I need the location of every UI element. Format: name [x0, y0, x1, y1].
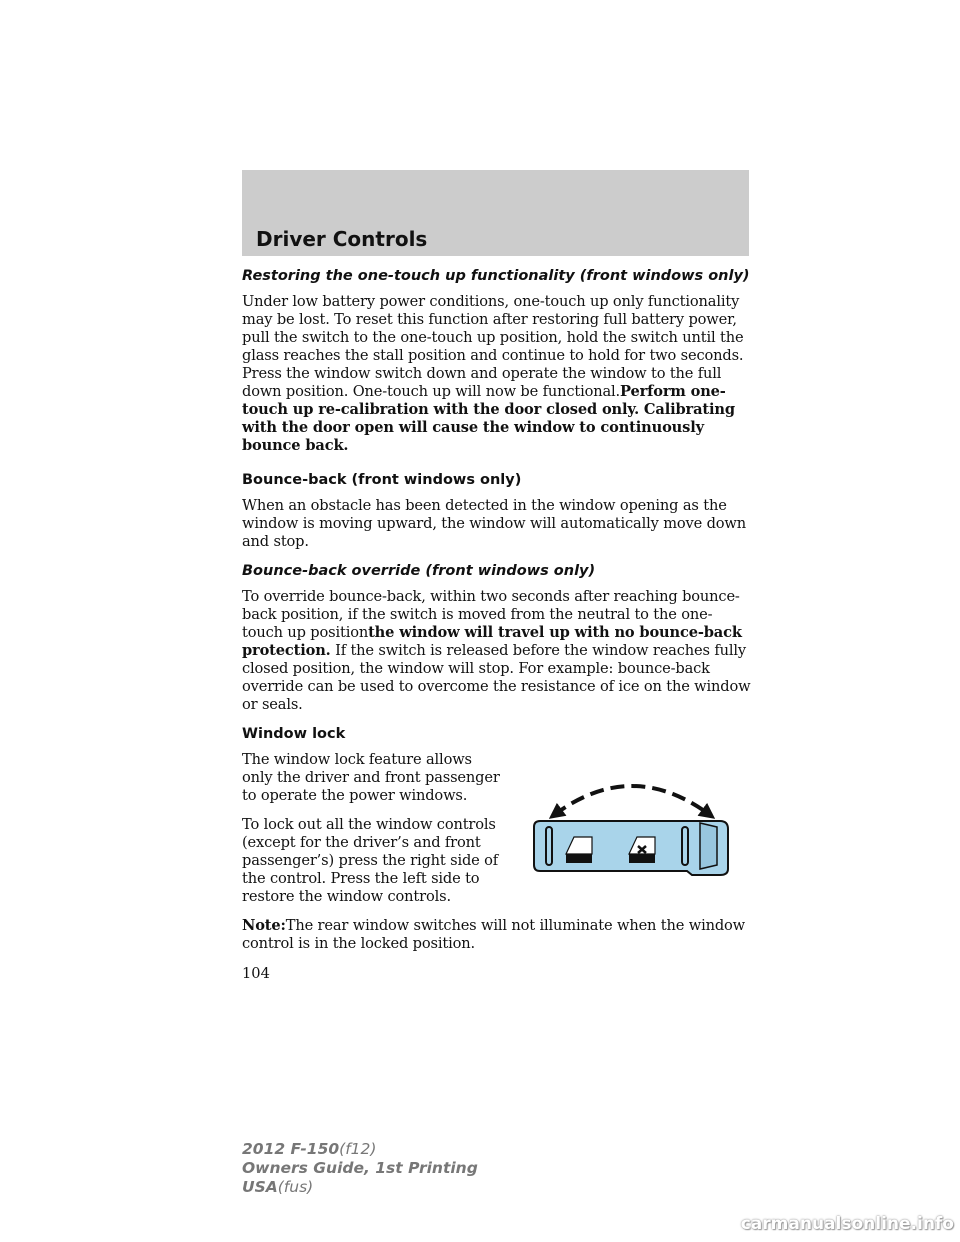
switch-left-ridge	[546, 827, 552, 865]
arc-arrow	[554, 786, 710, 815]
restore-text: Under low battery power conditions, one-touch up only functionality may be lost. To reset this function after restoring full battery power, pull the switch to the one-touch up position, hold the switch until the glass reaches the stall position and continue to hold for two seconds. Press the window switch down and operate the window to the full down position. One-touch up will now be functional.	[242, 293, 744, 400]
window-lock-text	[242, 751, 504, 906]
restore-warning: Perform one-touch up re-calibration with the door closed only. Calibrating with the door open will cause the window to continuously bounce back.	[242, 383, 735, 454]
switch-right-ridge	[682, 827, 688, 865]
window-lock-block	[242, 751, 752, 906]
paragraph-override	[242, 588, 752, 714]
document-footer	[242, 1140, 478, 1197]
footer-line-2: Owners Guide, 1st Printing	[242, 1159, 478, 1177]
window-lock-switch-figure	[532, 777, 732, 877]
page-number: 104	[242, 965, 270, 982]
heading-window-lock: Window lock	[242, 726, 346, 742]
paragraph-note	[242, 917, 752, 953]
note-text: The rear window switches will not illuminate when the window control is in the locked position.	[242, 917, 746, 952]
paragraph-lock-2: To lock out all the window controls (except for the driver’s and front passenger’s) press the right side of the control. Press the left side to restore the window controls.	[242, 816, 499, 905]
paragraph-restore	[242, 293, 752, 455]
footer-model: 2012 F-150	[242, 1140, 340, 1158]
paragraph-lock-1: The window lock feature allows only the driver and front passenger to operate the power windows.	[242, 751, 500, 804]
footer-model-code: (f12)	[339, 1140, 377, 1158]
heading-restore: Restoring the one-touch up functionality (front windows only)	[242, 268, 750, 284]
heading-override: Bounce-back override (front windows only)	[242, 563, 596, 579]
override-bold: the window will travel up with no bounce-back protection.	[242, 624, 742, 659]
watermark-link[interactable]: carmanualsonline.info	[740, 1214, 954, 1234]
paragraph-bounce-back: When an obstacle has been detected in the window opening as the window is moving upward, the window will automatically move down and stop.	[242, 497, 747, 550]
footer-line-3	[242, 1178, 478, 1197]
override-text-2: If the switch is released before the window reaches fully closed position, the window will stop. For example: bounce-back override can be used to overcome the resistance of ice on the window or seals.	[242, 642, 751, 713]
heading-bounce-back: Bounce-back (front windows only)	[242, 472, 522, 488]
section-header	[242, 170, 749, 256]
note-label: Note:	[242, 917, 286, 934]
switch-rocker-side	[700, 823, 717, 869]
footer-market: USA	[242, 1178, 278, 1196]
override-text-1: To override bounce-back, within two seconds after reaching bounce-back position, if the switch is moved from the neutral to the one-touch up position	[242, 588, 740, 641]
header-title: Driver Controls	[256, 227, 428, 251]
footer-market-code: (fus)	[277, 1178, 314, 1196]
footer-line-1	[242, 1140, 478, 1159]
page-content	[242, 267, 752, 964]
switch-body	[534, 821, 728, 875]
